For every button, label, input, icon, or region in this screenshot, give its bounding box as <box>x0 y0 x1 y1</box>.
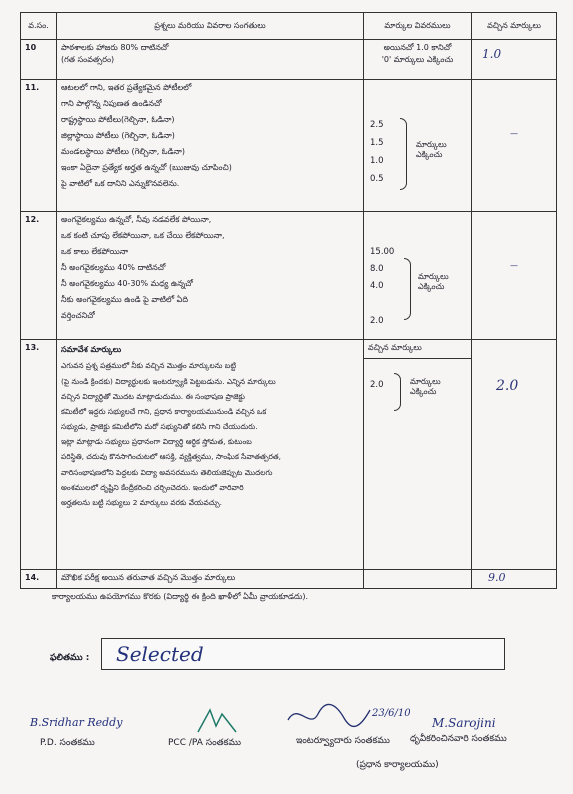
criteria-line: ఒక కంటి చూపు లేకపోయినా, ఒక చేయి లేకపోయినా, <box>61 231 225 240</box>
criteria-line: సభ్యుడు, ప్రాజెక్టు కమిటీలోని మరో సభ్యునితో కలిసి గాని చేయుదురు. <box>61 422 258 432</box>
table-row-total <box>21 570 557 589</box>
signature-pd: B.Sridhar Reddy <box>30 716 123 729</box>
criteria-line: నీ అంగవైకల్యము 40-30% మధ్య ఉన్నచో <box>61 279 193 288</box>
criteria-line: ఎగువన ప్రశ్న పత్రములో నీకు వచ్చిన మొత్తం మార్కులను బట్టి <box>61 361 237 371</box>
marks-note-line: ఎక్కించు <box>418 282 445 292</box>
marks-note <box>416 140 447 161</box>
criteria-line: వారిసంభాషణలోని పెద్దలకు విద్యా అవసరమును తెలియజెప్పుట మొదలగు <box>61 467 273 477</box>
row-marks-detail <box>364 80 472 212</box>
marks-value: 1.5 <box>370 138 384 148</box>
criteria-line: నీకు అంగవైకల్యము ఉండి పై వాటిలో ఏది <box>61 295 189 304</box>
marks-note <box>418 272 449 293</box>
signature-label-verifier: ధృవీకరించినవారి సంతకము <box>410 734 507 744</box>
signature-stroke <box>288 704 370 726</box>
signature-label-pcc: PCC /PA సంతకము <box>168 738 241 748</box>
signature-label-pd: P.D. సంతకము <box>40 738 95 748</box>
row-number: 14. <box>21 570 57 589</box>
criteria-line: గాని పాల్గొన్న నిపుణత ఉండినచో <box>61 99 162 108</box>
criteria-line: వర్తించనిచో <box>61 311 95 320</box>
marks-note-line: ఎక్కించు <box>410 387 437 397</box>
result-handwriting: Selected <box>116 642 204 666</box>
criteria-line: వచ్చిన విద్యార్థితో మొదట మాట్లాడుదుము. ఈ సంభాషణ ప్రాజెక్టు <box>61 391 245 401</box>
marks-note-line: ఎక్కించు <box>416 150 443 160</box>
row-criteria <box>57 570 364 589</box>
evaluation-table <box>20 12 557 589</box>
criteria-line: అంశములలో దృష్టిని కేంద్రీకరించి చర్చించెదరు. ఇందులో వారివారి <box>61 482 244 492</box>
row-marks-detail <box>364 212 472 340</box>
criteria-line: ఇంకా ఏదైనా ప్రత్యేక అర్హత ఉన్నచో (ఋజువు చూపించి) <box>61 163 232 172</box>
row-marks-detail <box>364 570 472 589</box>
row-number: 12. <box>21 212 57 340</box>
signature-date: 23/6/10 <box>372 708 411 719</box>
criteria-line: మండలస్థాయి పోటీలు (గెల్చినా, ఓడినా) <box>61 147 185 156</box>
row-number: 13. <box>21 340 57 570</box>
office-use-note: కార్యాలయము ఉపయోగము కొరకు (విద్యార్థి ఈ క్రింది ఖాళీలో ఏమీ వ్రాయకూడదు). <box>52 592 309 601</box>
criteria-line: అర్హతలను బట్టి సభ్యులు 2 మార్కులు వరకు వేయవచ్చు. <box>61 497 223 507</box>
criteria-line: పాఠశాలకు హాజరు 80% దాటినచో <box>61 43 169 52</box>
criteria-line: ఆటలలో గాని, ఇతర ప్రత్యేకమైన పోటీలలో <box>61 83 192 92</box>
criteria-line: (గత సంవత్సరం) <box>61 54 115 64</box>
criteria-line: (పై నుండి క్రిందకు) విద్యార్థులకు ఇంటర్వ్యూకి పెట్టబడును. ఎన్నిన మార్కులు <box>61 376 276 386</box>
header-criteria: ప్రశ్నలు మరియు వివరాల సంగతులు <box>57 13 364 40</box>
criteria-title: సమావేశ మార్కులు <box>61 345 122 354</box>
marks-value: 8.0 <box>370 264 384 274</box>
header-serial-no: వ.సం. <box>21 13 57 40</box>
marks-value: 0.5 <box>370 174 384 184</box>
marks-values <box>370 379 384 391</box>
row-criteria <box>57 80 364 212</box>
criteria-line: రాష్ట్రస్థాయి పోటీలు(గెల్చినా, ఓడినా) <box>61 115 175 124</box>
marks-values <box>370 244 394 330</box>
table-row-interview <box>21 340 557 570</box>
awarded-marks: — <box>472 80 557 212</box>
marks-rule: '0' మార్కులు ఎక్కించు <box>381 54 454 64</box>
criteria-line: జిల్లాస్థాయి పోటీలు (గెల్చినా, ఓడినా) <box>61 131 175 140</box>
marks-subheader: వచ్చిన మార్కులు <box>364 340 471 359</box>
row-marks-detail <box>364 340 472 570</box>
marks-value: 4.0 <box>370 281 384 291</box>
marks-values <box>370 116 384 188</box>
marks-note-line: మార్కులు <box>410 377 441 386</box>
marks-note <box>410 377 441 398</box>
table-header-row <box>21 13 557 40</box>
table-row-sports <box>21 80 557 212</box>
criteria-line: ఒక కాలు లేకపోయినా <box>61 247 129 256</box>
marks-value: 1.0 <box>370 156 384 166</box>
brace <box>400 118 407 190</box>
awarded-marks: — <box>472 212 557 340</box>
head-office-note: (ప్రధాన కార్యాలయము) <box>356 760 439 770</box>
signature-label-interviewer: ఇంటర్వ్యూదారు సంతకము <box>296 736 390 746</box>
marks-value: 2.5 <box>370 120 384 130</box>
result-label: ఫలితము : <box>50 653 90 663</box>
criteria-line: అంగవైకల్యము ఉన్నచో, నీవు నడవలేక పోయినా, <box>61 215 212 224</box>
marks-rule: అయినచో 1.0 కానిచో <box>383 43 452 52</box>
marks-value: 2.0 <box>370 316 384 326</box>
row-criteria <box>57 340 364 570</box>
awarded-marks: 9.0 <box>472 570 557 589</box>
table-row-attendance <box>21 40 557 80</box>
brace <box>404 258 411 320</box>
header-marks-awarded: వచ్చిన మార్కులు <box>472 13 557 40</box>
signature-pcc-mark <box>192 706 242 736</box>
marks-value: 15.00 <box>370 247 395 257</box>
criteria-line: పరిస్థితి, చదువు కొనసాగించుటలో ఆసక్తి, వ్యక్తిత్వము, సాంఘిక సేవాతత్పరత, <box>61 452 281 462</box>
criteria-line: ఇట్లా మాట్లాడు సభ్యులు ప్రధానంగా విద్యార్థి ఆర్థిక స్తోమత, కుటుంబ <box>61 437 252 447</box>
signature-verifier: M.Sarojini <box>432 716 496 730</box>
row-marks-detail <box>364 40 472 80</box>
brace <box>394 373 401 411</box>
awarded-marks: 2.0 <box>472 340 557 570</box>
row-criteria <box>57 212 364 340</box>
row-number: 11. <box>21 80 57 212</box>
awarded-marks: 1.0 <box>472 40 557 80</box>
criteria-line: మౌఖిక పరీక్ష అయిన తరువాత వచ్చిన మొత్తం మార్కులు <box>61 573 236 582</box>
marks-value: 2.0 <box>370 380 384 390</box>
signature-stroke <box>198 710 236 732</box>
header-marks-detail: మార్కుల వివరములు <box>364 13 472 40</box>
table-row-disability <box>21 212 557 340</box>
row-criteria <box>57 40 364 80</box>
marks-note-line: మార్కులు <box>418 272 449 281</box>
signature-interviewer-mark <box>284 700 374 734</box>
row-number: 10 <box>21 40 57 80</box>
criteria-line: కమిటీలో ఇద్దరు సభ్యులచే గాని, ప్రధాన కార్యాలయమునుండి వచ్చిన ఒక <box>61 406 267 416</box>
result-field <box>101 638 505 670</box>
criteria-line: నీ అంగవైకల్యము 40% దాటినచో <box>61 263 166 272</box>
marks-note-line: మార్కులు <box>416 140 447 149</box>
criteria-line: పై వాటిలో ఒక దానిని ఎన్నుకొనవలెను. <box>61 179 180 188</box>
